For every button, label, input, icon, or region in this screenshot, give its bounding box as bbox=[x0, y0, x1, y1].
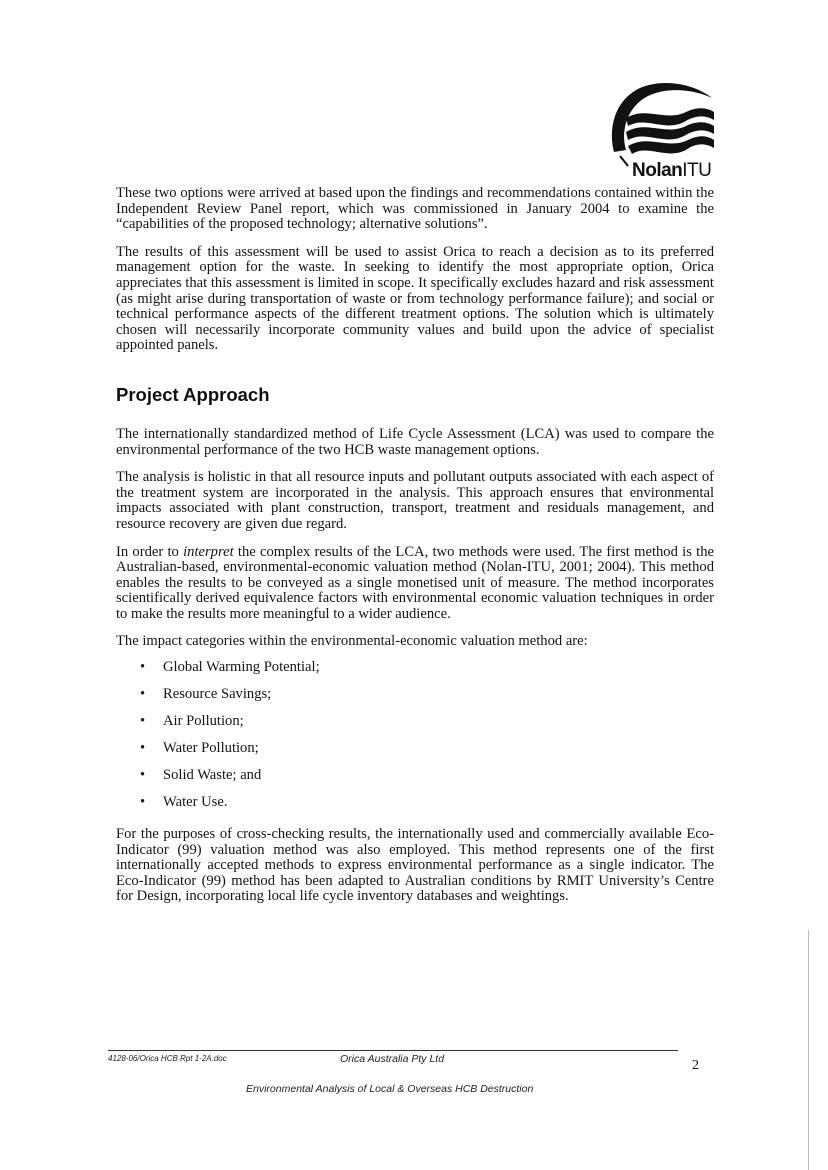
footer-doc-ref: 4128-06/Orica HCB Rpt 1-2A.doc bbox=[108, 1054, 227, 1063]
paragraph-impact-intro: The impact categories within the environmental-economic valuation method are: bbox=[116, 633, 588, 650]
logo-brand: Nolan bbox=[632, 160, 683, 181]
list-item-text: Water Use. bbox=[163, 794, 228, 811]
bullet: • bbox=[140, 767, 146, 784]
bullet: • bbox=[140, 794, 146, 811]
logo-suffix: ITU bbox=[682, 160, 712, 181]
list-item-text: Water Pollution; bbox=[163, 740, 259, 757]
interpret-before: In order to bbox=[116, 543, 184, 560]
paragraph-holistic: The analysis is holistic in that all resource inputs and pollutant outputs associated with each aspect of the treatment system are incorporated in the analysis. This approach ensures that environmental impacts associated with plant construction, transport, treatment and residuals management, and resource recovery are given due regard. bbox=[116, 469, 714, 532]
footer-divider bbox=[108, 1050, 678, 1051]
paragraph-eco-indicator: For the purposes of cross-checking results, the internationally used and commercially available Eco-Indicator (99) valuation method was also employed. This method represents one of the first internationally accepted methods to express environmental performance as a single indicator. The Eco-Indicator (99) method has been adapted to Australian conditions by RMIT University’s Centre for Design, incorporating local life cycle inventory databases and weightings. bbox=[116, 826, 714, 905]
list-item bbox=[136, 767, 714, 783]
list-item-text: Solid Waste; and bbox=[163, 767, 262, 784]
section-heading: Project Approach bbox=[116, 383, 270, 405]
list-item bbox=[136, 713, 714, 729]
logo-wordmark bbox=[632, 160, 711, 182]
list-item bbox=[136, 740, 714, 756]
paragraph-options: These two options were arrived at based upon the findings and recommendations contained within the Independent Review Panel report, which was commissioned in January 2004 to examine the “capabilities of the proposed technology; alternative solutions”. bbox=[116, 185, 714, 233]
list-item bbox=[136, 659, 714, 675]
list-item-text: Global Warming Potential; bbox=[163, 659, 320, 676]
interpret-after: the complex results of the LCA, two methods were used. The first method is the Australian-based, environmental-economic valuation method (Nolan-ITU, 2001; 2004). This method enables the results to be conveyed as a single monetised unit of measure. The method incorporates scientifically derived equivalence factors with environmental economic valuation techniques in order to make the results more meaningful to a wider audience. bbox=[116, 543, 714, 622]
list-item bbox=[136, 686, 714, 702]
impact-list bbox=[116, 659, 714, 810]
bullet: • bbox=[140, 740, 146, 757]
wave-logo-icon bbox=[606, 78, 718, 168]
bullet: • bbox=[140, 659, 146, 676]
footer-company: Orica Australia Pty Ltd bbox=[340, 1053, 445, 1065]
list-item bbox=[136, 794, 714, 810]
interpret-italic: interpret bbox=[183, 543, 234, 560]
scan-edge bbox=[808, 930, 809, 1170]
list-item-text: Resource Savings; bbox=[163, 686, 272, 703]
bullet: • bbox=[140, 686, 146, 703]
paragraph-lca: The internationally standardized method of Life Cycle Assessment (LCA) was used to compare the environmental performance of the two HCB waste management options. bbox=[116, 425, 714, 458]
list-item-text: Air Pollution; bbox=[163, 713, 244, 730]
paragraph-interpret bbox=[116, 545, 714, 623]
document-body bbox=[116, 186, 714, 917]
paragraph-results: The results of this assessment will be used to assist Orica to reach a decision as to its preferred management option for the waste. In seeking to identify the most appropriate option, Orica appreciates that this assessment is limited in scope. It specifically excludes hazard and risk assessment (as might arise during transportation of waste or from technology performance failure); and social or technical performance aspects of the different treatment options. The solution which is ultimately chosen will necessarily incorporate community values and build upon the advice of specialist appointed panels. bbox=[116, 243, 714, 354]
page-number: 2 bbox=[692, 1058, 699, 1073]
footer-title: Environmental Analysis of Local & Overseas HCB Destruction bbox=[246, 1083, 534, 1095]
bullet: • bbox=[140, 713, 146, 730]
